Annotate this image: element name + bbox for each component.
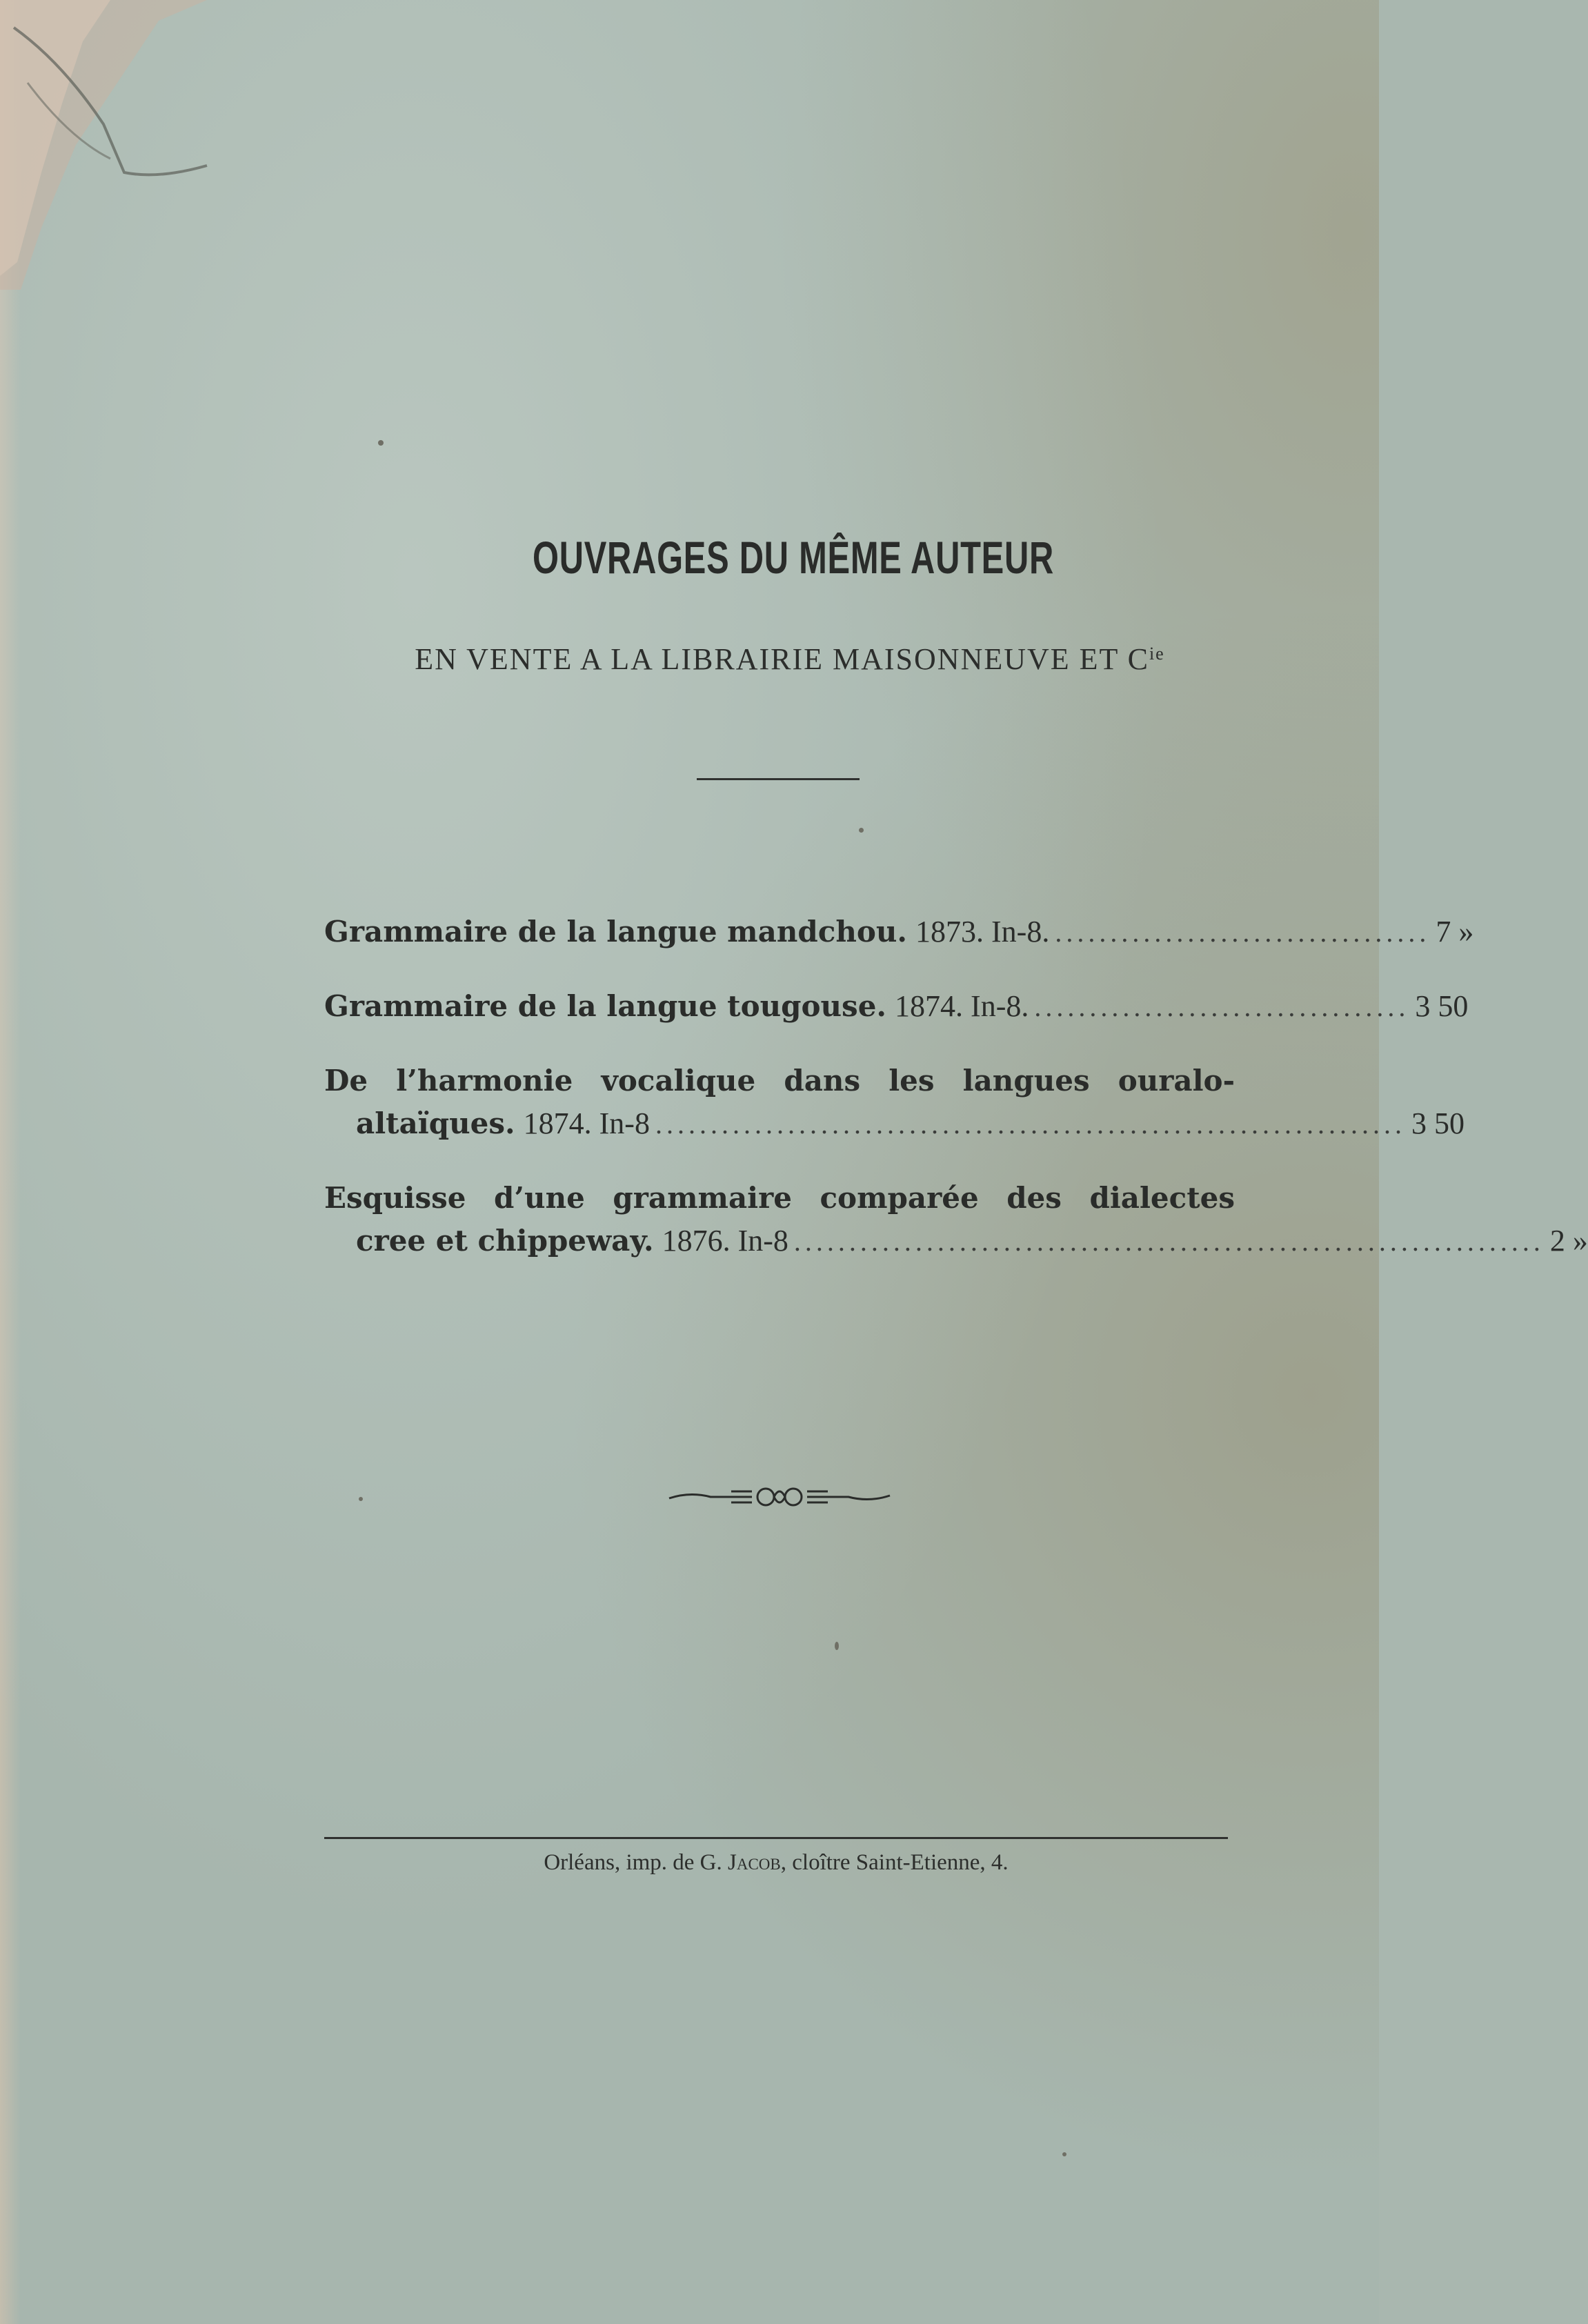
paper-speck <box>378 440 384 446</box>
list-item <box>324 1060 1465 1177</box>
book-meta: 1873. In-8. <box>915 915 1050 949</box>
imprint-suffix: , cloître Saint-Etienne, 4. <box>780 1850 1009 1875</box>
title-divider <box>697 778 860 780</box>
imprint-prefix: Orléans, imp. de G. <box>544 1850 728 1875</box>
entry-row <box>324 985 1469 1029</box>
book-price: 3 50 <box>1411 1106 1465 1140</box>
list-item <box>324 911 1474 985</box>
page-title: OUVRAGES DU MÊME AUTEUR <box>532 532 1054 583</box>
subtitle-block <box>359 642 1221 677</box>
entry-row <box>324 1220 1588 1263</box>
list-item <box>324 985 1469 1060</box>
paper-speck <box>1062 2152 1066 2156</box>
book-meta: 1876. In-8 <box>662 1224 788 1258</box>
book-title-continued: cree et chippeway. <box>356 1224 654 1258</box>
dot-leader: .................................................................... <box>793 1226 1545 1257</box>
entry-row <box>324 911 1474 954</box>
dot-leader: .................................. <box>1034 991 1410 1022</box>
imprint-name: Jacob <box>728 1850 781 1875</box>
book-meta: 1874. In-8 <box>523 1106 650 1140</box>
paper-speck <box>359 1497 363 1501</box>
book-title: Grammaire de la langue mandchou. <box>324 915 908 949</box>
book-meta: 1874. In-8. <box>895 989 1029 1023</box>
publisher-superscript: ie <box>1149 644 1165 664</box>
paper-speck <box>835 1642 839 1650</box>
book-title-line: De l’harmonie vocalique dans les langues ouralo- <box>324 1064 1235 1098</box>
ornament-flourish <box>662 1476 897 1518</box>
book-price: 7 » <box>1436 915 1474 949</box>
entry-row <box>324 1102 1465 1146</box>
book-list <box>324 911 1588 1294</box>
footer-divider <box>324 1837 1228 1839</box>
publisher-line <box>359 642 1221 677</box>
book-price: 2 » <box>1549 1224 1588 1258</box>
printer-imprint <box>324 1850 1228 1876</box>
dot-leader: .................................. <box>1055 917 1431 948</box>
page-title-block <box>414 531 1173 600</box>
book-title-continued: altaïques. <box>356 1106 515 1140</box>
book-price: 3 50 <box>1415 989 1469 1023</box>
book-title: Grammaire de la langue tougouse. <box>324 989 887 1023</box>
book-title-line: Esquisse d’une grammaire comparée des dialectes <box>324 1181 1235 1215</box>
list-item <box>324 1177 1588 1294</box>
paper-speck <box>859 828 864 833</box>
publisher-text: EN VENTE A LA LIBRAIRIE MAISONNEUVE ET C <box>415 642 1149 676</box>
dot-leader: .................................................................... <box>655 1109 1406 1140</box>
torn-corner <box>0 0 207 290</box>
